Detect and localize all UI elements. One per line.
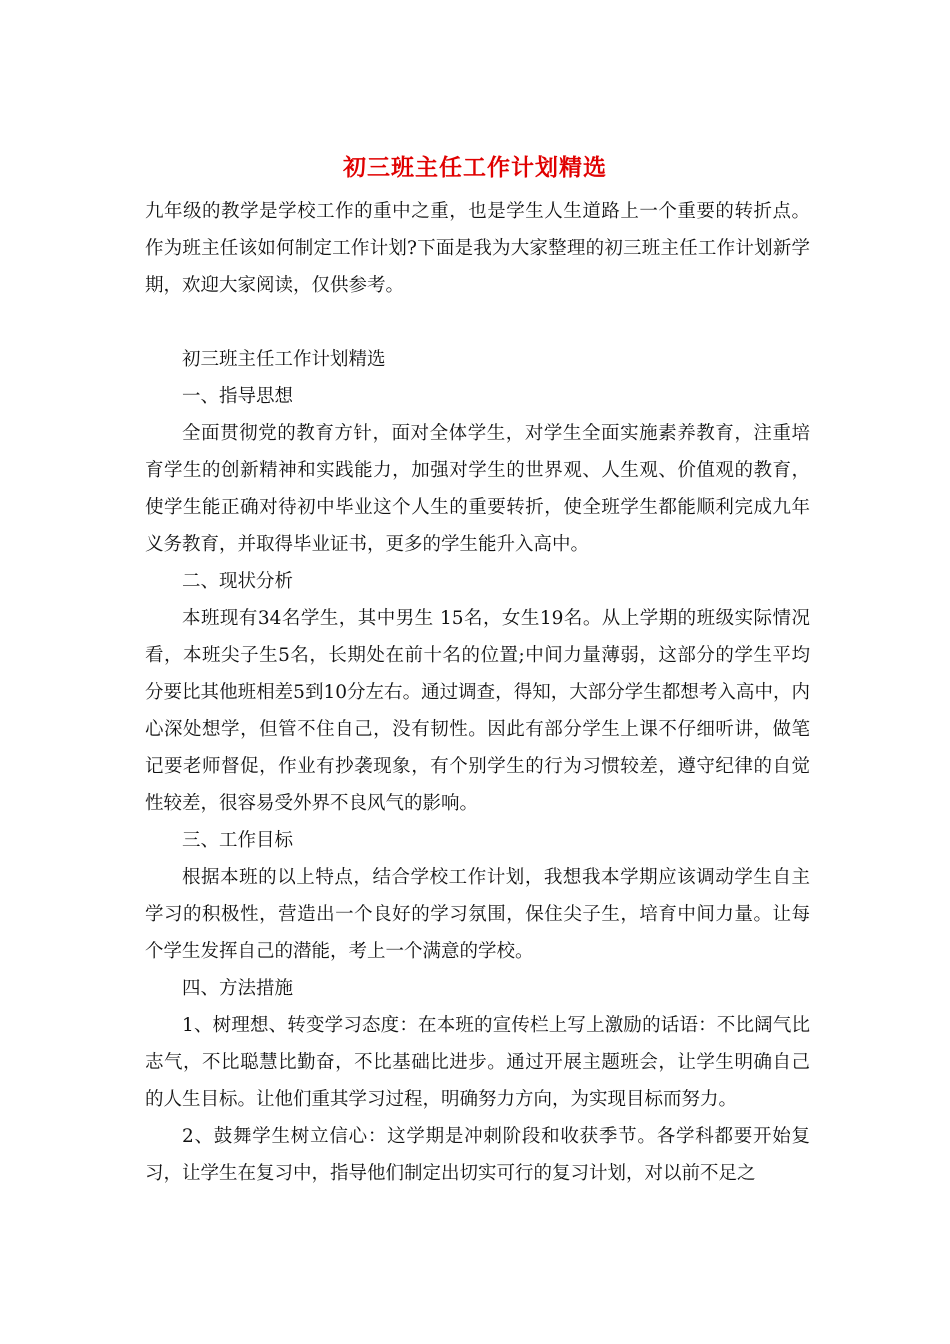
section-heading-methods: 四、方法措施: [182, 978, 294, 999]
section-paragraph: 全面贯彻党的教育方针，面对全体学生，对学生全面实施素养教育，注重培育学生的创新精神和实践能力，加强对学生的世界观、人生观、价值观的教育，使学生能正确对待初中毕业这个人生的重要转折，使全班学生都能顺利完成九年义务教育，并取得毕业证书，更多的学生能升入高中。: [145, 423, 810, 555]
section-paragraph: 2、鼓舞学生树立信心：这学期是冲刺阶段和收获季节。各学科都要开始复习，让学生在复习中，指导他们制定出切实可行的复习计划，对以前不足之: [145, 1126, 810, 1184]
section-paragraph: 1、树理想、转变学习态度：在本班的宣传栏上写上激励的话语：不比阔气比志气，不比聪慧比勤奋，不比基础比进步。通过开展主题班会，让学生明确自己的人生目标。让他们重其学习过程，明确努力方向，为实现目标而努力。: [145, 1015, 810, 1110]
section-heading-work-goals: 三、工作目标: [182, 830, 294, 851]
section-paragraph: 本班现有34名学生，其中男生 15名，女生19名。从上学期的班级实际情况看，本班尖子生5名，长期处在前十名的位置;中间力量薄弱，这部分的学生平均分要比其他班相差5到10分左右。通过调查，得知，大部分学生都想考入高中，内心深处想学，但管不住自己，没有韧性。因此有部分学生上课不仔细听讲，做笔记要老师督促，作业有抄袭现象，有个别学生的行为习惯较差，遵守纪律的自觉性较差，很容易受外界不良风气的影响。: [145, 608, 810, 814]
blank-line: [145, 304, 810, 341]
document-body: [145, 193, 810, 1192]
document-title: 初三班主任工作计划精选: [343, 154, 607, 181]
document-subtitle: 初三班主任工作计划精选: [182, 349, 386, 370]
intro-paragraph: 九年级的教学是学校工作的重中之重，也是学生人生道路上一个重要的转折点。作为班主任该如何制定工作计划?下面是我为大家整理的初三班主任工作计划新学期，欢迎大家阅读，仅供参考。: [145, 201, 810, 296]
section-heading-guiding-ideology: 一、指导思想: [182, 386, 294, 407]
section-paragraph: 根据本班的以上特点，结合学校工作计划，我想我本学期应该调动学生自主学习的积极性，营造出一个良好的学习氛围，保住尖子生，培育中间力量。让每个学生发挥自己的潜能，考上一个满意的学校。: [145, 867, 810, 962]
section-heading-status-analysis: 二、现状分析: [182, 571, 294, 592]
